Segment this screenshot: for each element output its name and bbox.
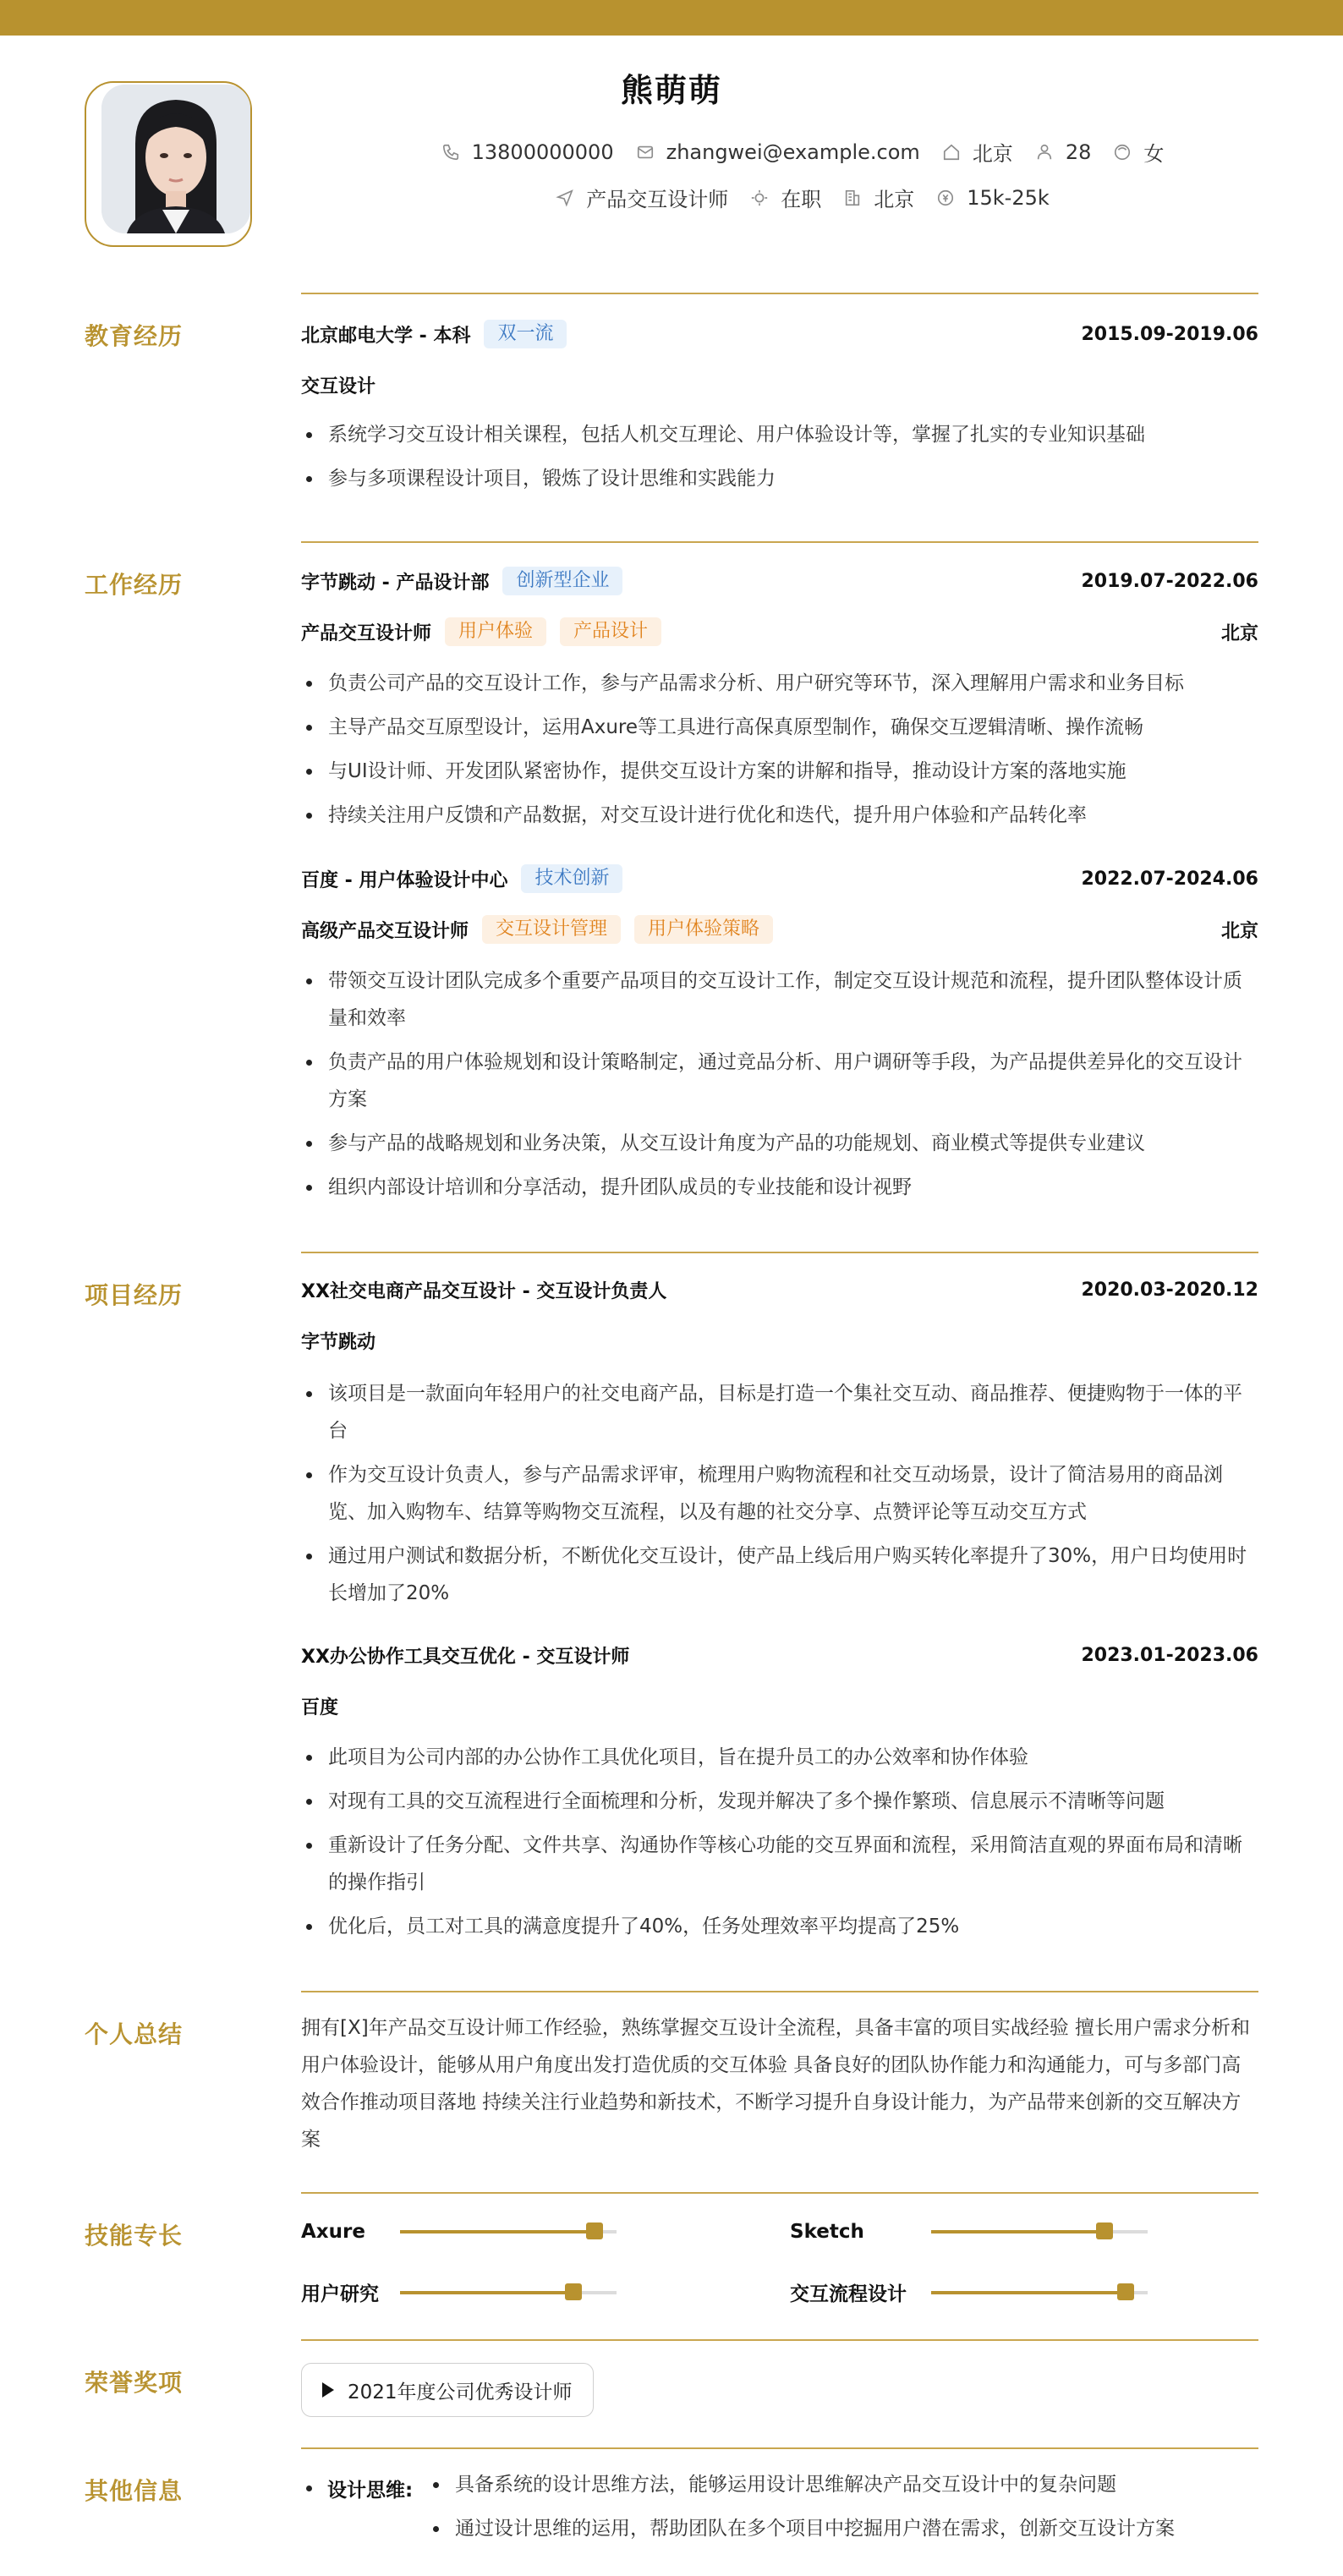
- list-item: 参与多项课程设计项目，锻炼了设计思维和实践能力: [301, 460, 1258, 497]
- list-item: 系统学习交互设计相关课程，包括人机交互理论、用户体验设计等，掌握了扎实的专业知识基础: [301, 416, 1258, 453]
- job-location: 北京: [1220, 920, 1258, 942]
- skill-knob: [1096, 2222, 1113, 2239]
- role-tag: 交互设计管理: [482, 915, 621, 944]
- skill-name: 交互流程设计: [790, 2283, 907, 2305]
- avatar-frame: [85, 81, 252, 247]
- skill-name: Axure: [301, 2221, 365, 2243]
- job-bullets: [301, 962, 1258, 1206]
- other-label-row: [301, 2475, 413, 2502]
- company-tag: 创新型企业: [502, 567, 622, 595]
- section-title: 其他信息: [85, 2477, 184, 2505]
- list-item: 带领交互设计团队完成多个重要产品项目的交互设计工作，制定交互设计规范和流程，提升团队整体设计质量和效率: [301, 962, 1258, 1037]
- list-item: 通过用户测试和数据分析，不断优化交互设计，使产品上线后用户购买转化率提升了30%，用户日均使用时长增加了20%: [301, 1537, 1258, 1612]
- skill-user-research: [301, 2278, 617, 2306]
- role-tag: 用户体验: [445, 617, 546, 646]
- skill-flow-design: [790, 2278, 1148, 2306]
- skill-track: [400, 2230, 617, 2233]
- divider: [301, 1252, 1258, 1253]
- major-name: 交互设计: [301, 376, 376, 397]
- job-role: 产品交互设计师: [301, 622, 432, 644]
- divider: [301, 2339, 1258, 2341]
- role-tag: 用户体验策略: [634, 915, 773, 944]
- target-city-item: [843, 183, 914, 212]
- other-label: 设计思维:: [327, 2480, 414, 2502]
- salary-icon: [936, 189, 955, 207]
- divider: [301, 1991, 1258, 1992]
- phone-icon: [441, 143, 460, 162]
- project-period: 2023.01-2023.06: [1081, 1645, 1258, 1666]
- project-name: XX社交电商产品交互设计 - 交互设计负责人: [301, 1281, 667, 1302]
- bullet-dot: [306, 2486, 312, 2491]
- divider: [301, 293, 1258, 294]
- expand-triangle-icon: [322, 2382, 334, 2398]
- section-title: 工作经历: [85, 571, 184, 599]
- list-item: 参与产品的战略规划和业务决策，从交互设计角度为产品的功能规划、商业模式等提供专业建议: [301, 1125, 1258, 1162]
- city-text: 北京: [972, 142, 1013, 166]
- divider: [301, 2447, 1258, 2449]
- award-item[interactable]: [301, 2363, 594, 2417]
- school-name: 北京邮电大学 - 本科: [301, 325, 471, 347]
- company-name: 字节跳动 - 产品设计部: [301, 572, 490, 594]
- school-tag: 双一流: [484, 320, 567, 348]
- gender-item: [1113, 137, 1164, 167]
- phone-item: [441, 140, 614, 164]
- skill-fill: [400, 2291, 573, 2294]
- list-item: 负责产品的用户体验规划和设计策略制定，通过竞品分析、用户调研等手段，为产品提供差异化的交互设计方案: [301, 1044, 1258, 1118]
- gender-icon: [1113, 143, 1132, 162]
- skill-name: Sketch: [790, 2221, 864, 2243]
- skill-knob: [586, 2222, 603, 2239]
- status-text: 在职: [781, 188, 822, 211]
- skill-sketch: [790, 2221, 1148, 2243]
- list-item: 该项目是一款面向年轻用户的社交电商产品，目标是打造一个集社交互动、商品推荐、便捷购物于一体的平台: [301, 1375, 1258, 1450]
- list-item: 主导产品交互原型设计，运用Axure等工具进行高保真原型制作，确保交互逻辑清晰、操作流畅: [301, 709, 1258, 746]
- home-icon: [942, 143, 961, 162]
- list-item: 对现有工具的交互流程进行全面梳理和分析，发现并解决了多个操作繁琐、信息展示不清晰等问题: [301, 1783, 1258, 1820]
- award-text: 2021年度公司优秀设计师: [348, 2381, 573, 2403]
- skill-track: [400, 2291, 617, 2294]
- company-tag: 技术创新: [521, 864, 622, 893]
- job-period: 2022.07-2024.06: [1081, 868, 1258, 890]
- email-text: zhangwei@example.com: [666, 140, 920, 164]
- job-location: 北京: [1220, 622, 1258, 644]
- skill-fill: [400, 2230, 595, 2233]
- list-item: 持续关注用户反馈和产品数据，对交互设计进行优化和迭代，提升用户体验和产品转化率: [301, 797, 1258, 834]
- company-name: 百度 - 用户体验设计中心: [301, 869, 508, 891]
- job-role: 高级产品交互设计师: [301, 920, 469, 942]
- education-period: 2015.09-2019.06: [1081, 323, 1258, 345]
- education-bullets: [301, 416, 1258, 497]
- project-org: 百度: [301, 1697, 339, 1718]
- skill-fill: [931, 2230, 1105, 2233]
- divider: [301, 2192, 1258, 2194]
- section-title: 项目经历: [85, 1281, 184, 1309]
- project-bullets: [301, 1739, 1258, 1945]
- avatar: [101, 85, 250, 233]
- skill-track: [931, 2291, 1148, 2294]
- target-city-text: 北京: [874, 188, 915, 211]
- salary-text: 15k-25k: [967, 185, 1050, 210]
- status-item: [750, 183, 821, 212]
- top-accent-bar: [0, 0, 1343, 36]
- project-period: 2020.03-2020.12: [1081, 1280, 1258, 1301]
- role-text: 产品交互设计师: [586, 188, 729, 211]
- candidate-name: 熊萌萌: [620, 72, 722, 109]
- list-item: 优化后，员工对工具的满意度提升了40%，任务处理效率平均提高了25%: [301, 1908, 1258, 1945]
- role-tag: 产品设计: [560, 617, 661, 646]
- send-icon: [556, 189, 574, 207]
- project-org: 字节跳动: [301, 1332, 376, 1353]
- list-item: 重新设计了任务分配、文件共享、沟通协作等核心功能的交互界面和流程，采用简洁直观的界面布局和清晰的操作指引: [301, 1827, 1258, 1901]
- list-item: 作为交互设计负责人，参与产品需求评审，梳理用户购物流程和社交互动场景，设计了简洁易用的商品浏览、加入购物车、结算等购物交互流程，以及有趣的社交分享、点赞评论等互动交互方式: [301, 1456, 1258, 1531]
- list-item: 组织内部设计培训和分享活动，提升团队成员的专业技能和设计视野: [301, 1169, 1258, 1206]
- section-title: 技能专长: [85, 2222, 184, 2250]
- skill-track: [931, 2230, 1148, 2233]
- job-bullets: [301, 665, 1258, 834]
- person-icon: [1035, 143, 1054, 162]
- age-item: [1035, 140, 1092, 164]
- section-title: 荣誉奖项: [85, 2369, 184, 2397]
- job-intent-row: [313, 183, 1292, 212]
- skill-fill: [931, 2291, 1126, 2294]
- salary-item: [936, 186, 1050, 210]
- building-icon: [843, 189, 862, 207]
- project-bullets: [301, 1375, 1258, 1612]
- list-item: 与UI设计师、开发团队紧密协作，提供交互设计方案的讲解和指导，推动设计方案的落地实施: [301, 753, 1258, 790]
- skill-knob: [565, 2283, 582, 2300]
- city-item: [942, 137, 1013, 167]
- email-item: [636, 140, 920, 164]
- skill-knob: [1117, 2283, 1134, 2300]
- gender-text: 女: [1143, 142, 1165, 166]
- mail-icon: [636, 143, 655, 162]
- section-title: 个人总结: [85, 2020, 184, 2048]
- other-bullets: [428, 2466, 1257, 2547]
- list-item: 此项目为公司内部的办公协作工具优化项目，旨在提升员工的办公效率和协作体验: [301, 1739, 1258, 1776]
- list-item: 通过设计思维的运用，帮助团队在多个项目中挖掘用户潜在需求，创新交互设计方案: [428, 2510, 1257, 2547]
- job-period: 2019.07-2022.06: [1081, 570, 1258, 592]
- project-name: XX办公协作工具交互优化 - 交互设计师: [301, 1647, 630, 1668]
- skill-axure: [301, 2221, 617, 2243]
- list-item: 负责公司产品的交互设计工作，参与产品需求分析、用户研究等环节，深入理解用户需求和业务目标: [301, 665, 1258, 702]
- list-item: 具备系统的设计思维方法，能够运用设计思维解决产品交互设计中的复杂问题: [428, 2466, 1257, 2503]
- skill-name: 用户研究: [301, 2283, 379, 2305]
- age-text: 28: [1065, 140, 1092, 164]
- contact-row: [313, 137, 1292, 167]
- status-icon: [750, 189, 769, 207]
- section-title: 教育经历: [85, 322, 184, 350]
- divider: [301, 541, 1258, 543]
- summary-text: 拥有[X]年产品交互设计师工作经验，熟练掌握交互设计全流程，具备丰富的项目实战经验 擅长用户需求分析和用户体验设计，能够从用户角度出发打造优质的交互体验 具备良好的团队协作能力和沟通能力，可与多部门高效合作推动项目落地 持续关注行业趋势和新技术，不断学习提升自身设计能力，为产品带来创新的交互解决方案: [301, 2017, 1251, 2151]
- role-item: [556, 183, 728, 212]
- phone-text: 13800000000: [471, 140, 614, 164]
